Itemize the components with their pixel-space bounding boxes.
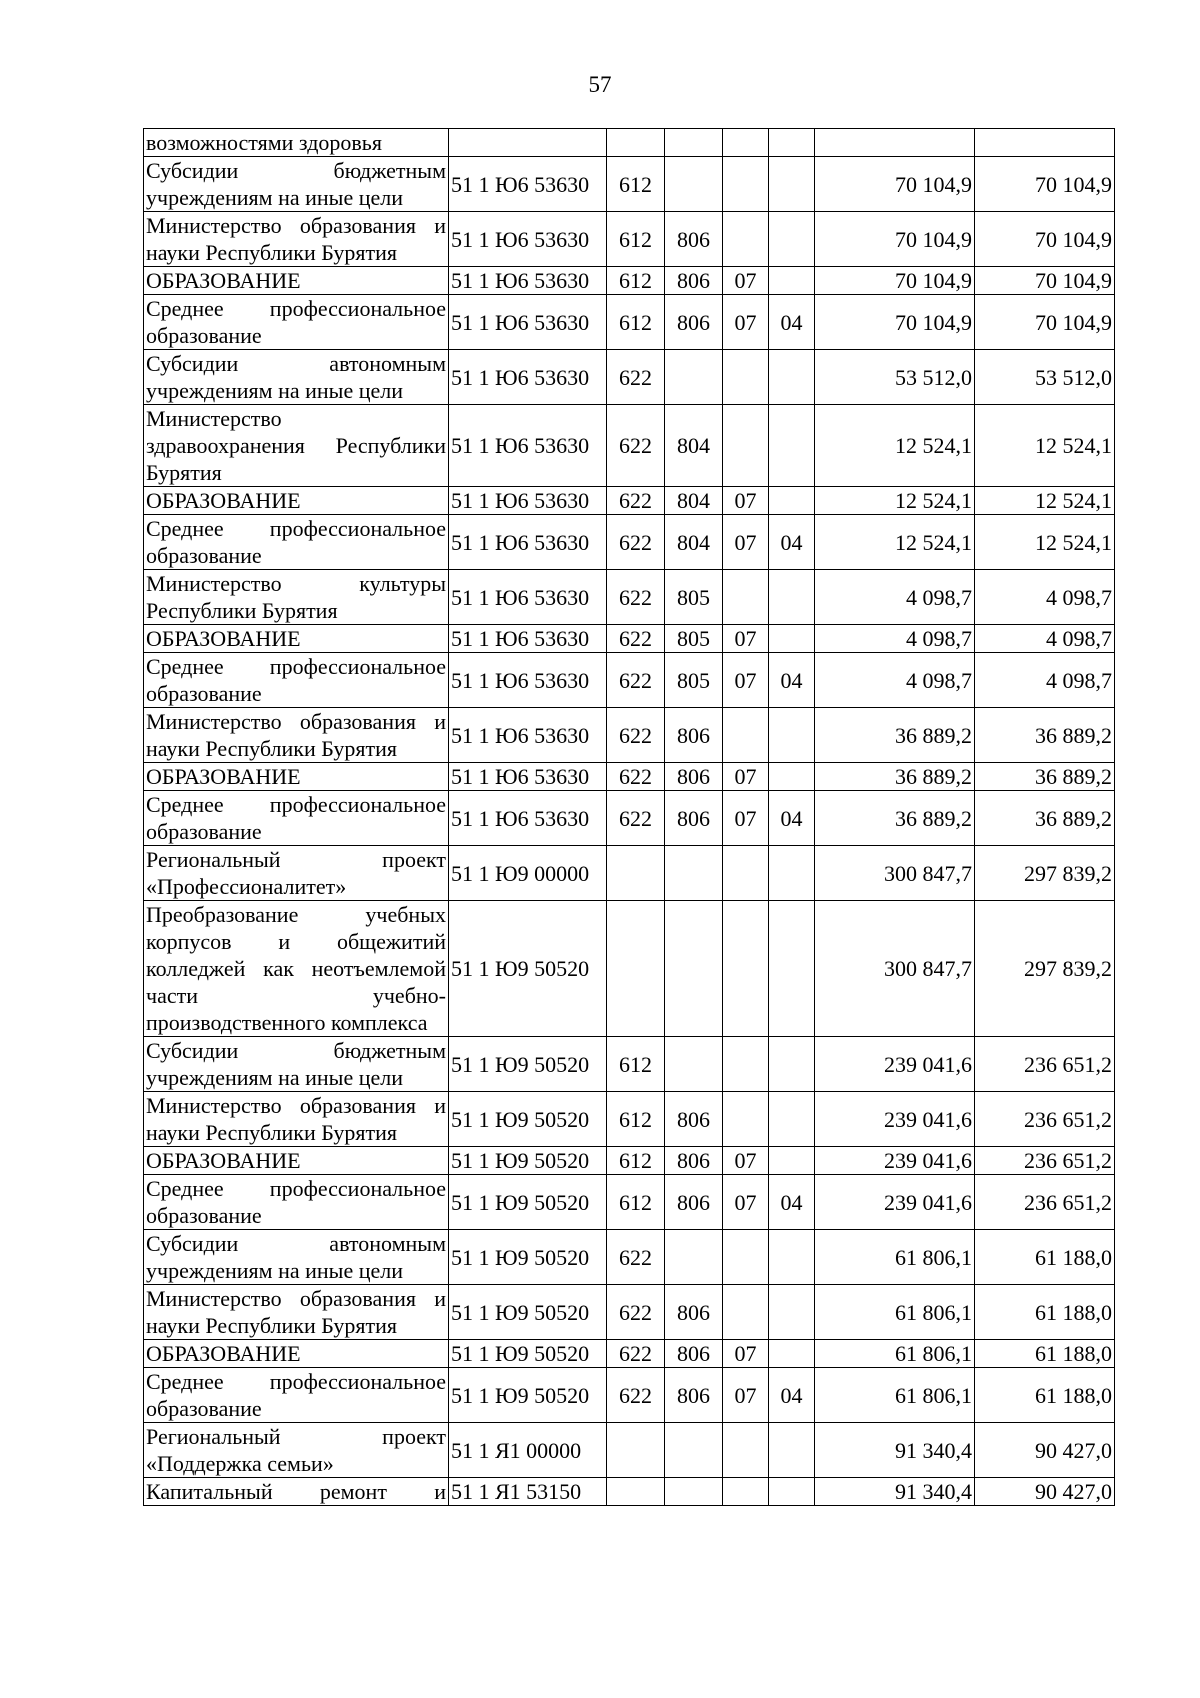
row-vr-cell: 622 bbox=[607, 653, 665, 708]
row-sum-2024-cell: 70 104,9 bbox=[815, 157, 975, 212]
row-grbs-cell: 806 bbox=[665, 1175, 723, 1230]
row-vr-cell: 612 bbox=[607, 295, 665, 350]
row-pr-cell bbox=[769, 570, 815, 625]
table-row bbox=[144, 267, 1115, 295]
row-pr-cell: 04 bbox=[769, 1175, 815, 1230]
table-row bbox=[144, 129, 1115, 157]
row-name-cell: Субсидии автономным учреждениям на иные цели bbox=[144, 350, 449, 405]
row-pr-cell bbox=[769, 129, 815, 157]
table-row bbox=[144, 1423, 1115, 1478]
row-name-cell: ОБРАЗОВАНИЕ bbox=[144, 763, 449, 791]
row-vr-cell: 622 bbox=[607, 570, 665, 625]
row-sum-2025-cell: 36 889,2 bbox=[975, 708, 1115, 763]
row-sum-2024-cell: 4 098,7 bbox=[815, 570, 975, 625]
row-sum-2025-cell: 12 524,1 bbox=[975, 515, 1115, 570]
table-row bbox=[144, 1037, 1115, 1092]
row-grbs-cell: 806 bbox=[665, 1092, 723, 1147]
row-code-cell: 51 1 Ю9 50520 bbox=[449, 1175, 607, 1230]
row-name-cell: Министерство культуры Республики Бурятия bbox=[144, 570, 449, 625]
row-name-cell: Министерство здравоохранения Республики Бурятия bbox=[144, 405, 449, 487]
row-grbs-cell bbox=[665, 157, 723, 212]
row-vr-cell: 612 bbox=[607, 1092, 665, 1147]
row-code-cell: 51 1 Ю6 53630 bbox=[449, 625, 607, 653]
table-row bbox=[144, 212, 1115, 267]
row-sum-2024-cell: 12 524,1 bbox=[815, 405, 975, 487]
row-pr-cell: 04 bbox=[769, 515, 815, 570]
row-vr-cell bbox=[607, 1478, 665, 1506]
row-rz-cell: 07 bbox=[723, 1175, 769, 1230]
table-row bbox=[144, 625, 1115, 653]
row-vr-cell bbox=[607, 901, 665, 1037]
row-grbs-cell: 806 bbox=[665, 295, 723, 350]
row-sum-2025-cell: 61 188,0 bbox=[975, 1230, 1115, 1285]
row-name-cell: Региональный проект «Профессионалитет» bbox=[144, 846, 449, 901]
table-row bbox=[144, 846, 1115, 901]
row-name-cell: Среднее профессиональное образование bbox=[144, 515, 449, 570]
row-code-cell: 51 1 Ю6 53630 bbox=[449, 653, 607, 708]
row-pr-cell bbox=[769, 1285, 815, 1340]
table-row bbox=[144, 1368, 1115, 1423]
table-row bbox=[144, 901, 1115, 1037]
row-sum-2024-cell: 239 041,6 bbox=[815, 1147, 975, 1175]
row-grbs-cell bbox=[665, 350, 723, 405]
row-rz-cell: 07 bbox=[723, 1340, 769, 1368]
row-sum-2025-cell: 236 651,2 bbox=[975, 1092, 1115, 1147]
row-rz-cell bbox=[723, 1037, 769, 1092]
row-code-cell: 51 1 Ю9 00000 bbox=[449, 846, 607, 901]
table-row bbox=[144, 157, 1115, 212]
row-pr-cell bbox=[769, 267, 815, 295]
row-rz-cell bbox=[723, 1478, 769, 1506]
row-sum-2024-cell: 70 104,9 bbox=[815, 295, 975, 350]
row-vr-cell: 622 bbox=[607, 350, 665, 405]
row-rz-cell bbox=[723, 1423, 769, 1478]
row-code-cell: 51 1 Ю6 53630 bbox=[449, 791, 607, 846]
row-grbs-cell bbox=[665, 1230, 723, 1285]
row-pr-cell bbox=[769, 763, 815, 791]
row-grbs-cell: 806 bbox=[665, 1368, 723, 1423]
row-code-cell: 51 1 Ю9 50520 bbox=[449, 1230, 607, 1285]
row-rz-cell bbox=[723, 846, 769, 901]
row-vr-cell: 612 bbox=[607, 212, 665, 267]
row-vr-cell: 622 bbox=[607, 791, 665, 846]
row-code-cell: 51 1 Ю6 53630 bbox=[449, 570, 607, 625]
row-code-cell bbox=[449, 129, 607, 157]
row-pr-cell bbox=[769, 625, 815, 653]
row-name-cell: ОБРАЗОВАНИЕ bbox=[144, 487, 449, 515]
row-rz-cell bbox=[723, 350, 769, 405]
row-code-cell: 51 1 Ю9 50520 bbox=[449, 1037, 607, 1092]
row-name-cell: возможностями здоровья bbox=[144, 129, 449, 157]
table-row bbox=[144, 1478, 1115, 1506]
row-grbs-cell bbox=[665, 1478, 723, 1506]
row-code-cell: 51 1 Ю6 53630 bbox=[449, 267, 607, 295]
table-row bbox=[144, 487, 1115, 515]
row-pr-cell bbox=[769, 405, 815, 487]
row-grbs-cell: 806 bbox=[665, 267, 723, 295]
row-sum-2024-cell: 61 806,1 bbox=[815, 1285, 975, 1340]
page-number: 57 bbox=[588, 72, 612, 97]
row-name-cell: Среднее профессиональное образование bbox=[144, 1368, 449, 1423]
row-grbs-cell: 804 bbox=[665, 515, 723, 570]
row-sum-2024-cell bbox=[815, 129, 975, 157]
row-grbs-cell: 806 bbox=[665, 763, 723, 791]
row-name-cell: Региональный проект «Поддержка семьи» bbox=[144, 1423, 449, 1478]
row-sum-2025-cell: 4 098,7 bbox=[975, 653, 1115, 708]
row-rz-cell: 07 bbox=[723, 791, 769, 846]
row-grbs-cell bbox=[665, 846, 723, 901]
row-sum-2025-cell: 236 651,2 bbox=[975, 1037, 1115, 1092]
table-row bbox=[144, 570, 1115, 625]
row-pr-cell bbox=[769, 708, 815, 763]
row-code-cell: 51 1 Ю9 50520 bbox=[449, 1092, 607, 1147]
row-name-cell: Среднее профессиональное образование bbox=[144, 791, 449, 846]
row-rz-cell bbox=[723, 157, 769, 212]
row-sum-2024-cell: 300 847,7 bbox=[815, 901, 975, 1037]
row-vr-cell: 622 bbox=[607, 1230, 665, 1285]
row-name-cell: Среднее профессиональное образование bbox=[144, 295, 449, 350]
row-rz-cell bbox=[723, 212, 769, 267]
row-name-cell: ОБРАЗОВАНИЕ bbox=[144, 625, 449, 653]
row-vr-cell: 612 bbox=[607, 1175, 665, 1230]
row-vr-cell: 622 bbox=[607, 487, 665, 515]
row-sum-2024-cell: 91 340,4 bbox=[815, 1423, 975, 1478]
row-sum-2025-cell: 61 188,0 bbox=[975, 1340, 1115, 1368]
row-rz-cell: 07 bbox=[723, 487, 769, 515]
row-vr-cell: 622 bbox=[607, 405, 665, 487]
row-sum-2024-cell: 61 806,1 bbox=[815, 1230, 975, 1285]
row-vr-cell: 622 bbox=[607, 708, 665, 763]
row-sum-2025-cell: 70 104,9 bbox=[975, 267, 1115, 295]
table-row bbox=[144, 1175, 1115, 1230]
row-pr-cell bbox=[769, 901, 815, 1037]
table-row bbox=[144, 1285, 1115, 1340]
row-code-cell: 51 1 Ю9 50520 bbox=[449, 901, 607, 1037]
row-name-cell: Субсидии бюджетным учреждениям на иные цели bbox=[144, 1037, 449, 1092]
row-vr-cell: 622 bbox=[607, 515, 665, 570]
row-grbs-cell: 806 bbox=[665, 1147, 723, 1175]
row-code-cell: 51 1 Я1 00000 bbox=[449, 1423, 607, 1478]
row-sum-2024-cell: 4 098,7 bbox=[815, 625, 975, 653]
row-grbs-cell: 805 bbox=[665, 625, 723, 653]
table-row bbox=[144, 708, 1115, 763]
row-pr-cell bbox=[769, 1037, 815, 1092]
row-sum-2024-cell: 300 847,7 bbox=[815, 846, 975, 901]
row-sum-2025-cell: 236 651,2 bbox=[975, 1147, 1115, 1175]
row-vr-cell: 622 bbox=[607, 625, 665, 653]
row-code-cell: 51 1 Ю6 53630 bbox=[449, 350, 607, 405]
row-sum-2024-cell: 239 041,6 bbox=[815, 1092, 975, 1147]
row-rz-cell: 07 bbox=[723, 653, 769, 708]
row-pr-cell bbox=[769, 157, 815, 212]
row-pr-cell bbox=[769, 1092, 815, 1147]
row-vr-cell bbox=[607, 1423, 665, 1478]
row-code-cell: 51 1 Ю9 50520 bbox=[449, 1147, 607, 1175]
row-sum-2024-cell: 239 041,6 bbox=[815, 1175, 975, 1230]
row-sum-2025-cell: 4 098,7 bbox=[975, 570, 1115, 625]
row-rz-cell bbox=[723, 1092, 769, 1147]
row-pr-cell bbox=[769, 1230, 815, 1285]
table-row bbox=[144, 1092, 1115, 1147]
row-name-cell: Министерство образования и науки Республики Бурятия bbox=[144, 212, 449, 267]
table-row bbox=[144, 1147, 1115, 1175]
row-rz-cell: 07 bbox=[723, 763, 769, 791]
row-rz-cell: 07 bbox=[723, 1368, 769, 1423]
row-vr-cell bbox=[607, 846, 665, 901]
row-sum-2024-cell: 91 340,4 bbox=[815, 1478, 975, 1506]
row-rz-cell bbox=[723, 901, 769, 1037]
row-sum-2025-cell: 90 427,0 bbox=[975, 1423, 1115, 1478]
row-pr-cell bbox=[769, 1423, 815, 1478]
row-sum-2024-cell: 61 806,1 bbox=[815, 1340, 975, 1368]
row-code-cell: 51 1 Ю6 53630 bbox=[449, 487, 607, 515]
row-sum-2025-cell: 36 889,2 bbox=[975, 763, 1115, 791]
row-sum-2025-cell: 70 104,9 bbox=[975, 157, 1115, 212]
table-row bbox=[144, 350, 1115, 405]
row-code-cell: 51 1 Ю6 53630 bbox=[449, 763, 607, 791]
row-rz-cell: 07 bbox=[723, 295, 769, 350]
row-sum-2024-cell: 36 889,2 bbox=[815, 763, 975, 791]
row-pr-cell bbox=[769, 487, 815, 515]
row-pr-cell bbox=[769, 1478, 815, 1506]
row-rz-cell: 07 bbox=[723, 1147, 769, 1175]
table-row bbox=[144, 653, 1115, 708]
row-code-cell: 51 1 Ю6 53630 bbox=[449, 405, 607, 487]
row-pr-cell: 04 bbox=[769, 295, 815, 350]
row-grbs-cell: 804 bbox=[665, 487, 723, 515]
row-code-cell: 51 1 Ю9 50520 bbox=[449, 1340, 607, 1368]
row-sum-2024-cell: 36 889,2 bbox=[815, 791, 975, 846]
row-rz-cell bbox=[723, 1285, 769, 1340]
row-sum-2025-cell: 61 188,0 bbox=[975, 1368, 1115, 1423]
row-vr-cell: 622 bbox=[607, 763, 665, 791]
row-grbs-cell bbox=[665, 1037, 723, 1092]
row-name-cell: Министерство образования и науки Республики Бурятия bbox=[144, 1092, 449, 1147]
row-sum-2024-cell: 239 041,6 bbox=[815, 1037, 975, 1092]
row-name-cell: Субсидии бюджетным учреждениям на иные цели bbox=[144, 157, 449, 212]
row-sum-2025-cell: 4 098,7 bbox=[975, 625, 1115, 653]
row-code-cell: 51 1 Ю6 53630 bbox=[449, 295, 607, 350]
row-sum-2025-cell: 36 889,2 bbox=[975, 791, 1115, 846]
table-row bbox=[144, 763, 1115, 791]
table-row bbox=[144, 405, 1115, 487]
row-pr-cell bbox=[769, 1340, 815, 1368]
row-vr-cell: 612 bbox=[607, 267, 665, 295]
row-sum-2024-cell: 36 889,2 bbox=[815, 708, 975, 763]
row-sum-2024-cell: 61 806,1 bbox=[815, 1368, 975, 1423]
row-sum-2025-cell: 70 104,9 bbox=[975, 212, 1115, 267]
row-sum-2025-cell: 297 839,2 bbox=[975, 901, 1115, 1037]
row-pr-cell bbox=[769, 212, 815, 267]
table-body bbox=[144, 129, 1115, 1506]
row-name-cell: Преобразование учебных корпусов и общежитий колледжей как неотъемлемой части учебно-производственного комплекса bbox=[144, 901, 449, 1037]
row-sum-2025-cell: 90 427,0 bbox=[975, 1478, 1115, 1506]
row-code-cell: 51 1 Ю6 53630 bbox=[449, 212, 607, 267]
row-grbs-cell: 806 bbox=[665, 212, 723, 267]
row-sum-2025-cell: 236 651,2 bbox=[975, 1175, 1115, 1230]
row-name-cell: Капитальный ремонт и bbox=[144, 1478, 449, 1506]
row-name-cell: ОБРАЗОВАНИЕ bbox=[144, 1340, 449, 1368]
row-sum-2025-cell: 70 104,9 bbox=[975, 295, 1115, 350]
row-sum-2025-cell bbox=[975, 129, 1115, 157]
row-code-cell: 51 1 Я1 53150 bbox=[449, 1478, 607, 1506]
row-pr-cell bbox=[769, 1147, 815, 1175]
row-grbs-cell: 806 bbox=[665, 1340, 723, 1368]
row-name-cell: Среднее профессиональное образование bbox=[144, 1175, 449, 1230]
row-rz-cell: 07 bbox=[723, 625, 769, 653]
row-sum-2025-cell: 12 524,1 bbox=[975, 487, 1115, 515]
row-sum-2025-cell: 53 512,0 bbox=[975, 350, 1115, 405]
row-pr-cell: 04 bbox=[769, 1368, 815, 1423]
table-row bbox=[144, 1340, 1115, 1368]
row-rz-cell bbox=[723, 1230, 769, 1285]
table-row bbox=[144, 515, 1115, 570]
row-name-cell: ОБРАЗОВАНИЕ bbox=[144, 1147, 449, 1175]
row-code-cell: 51 1 Ю6 53630 bbox=[449, 157, 607, 212]
row-pr-cell bbox=[769, 350, 815, 405]
row-pr-cell bbox=[769, 846, 815, 901]
row-grbs-cell: 804 bbox=[665, 405, 723, 487]
row-grbs-cell: 805 bbox=[665, 570, 723, 625]
row-sum-2024-cell: 70 104,9 bbox=[815, 267, 975, 295]
row-sum-2025-cell: 12 524,1 bbox=[975, 405, 1115, 487]
row-sum-2025-cell: 61 188,0 bbox=[975, 1285, 1115, 1340]
row-pr-cell: 04 bbox=[769, 791, 815, 846]
row-sum-2024-cell: 53 512,0 bbox=[815, 350, 975, 405]
row-vr-cell: 622 bbox=[607, 1285, 665, 1340]
row-name-cell: Министерство образования и науки Республики Бурятия bbox=[144, 708, 449, 763]
table-row bbox=[144, 1230, 1115, 1285]
row-name-cell: Министерство образования и науки Республики Бурятия bbox=[144, 1285, 449, 1340]
row-sum-2024-cell: 12 524,1 bbox=[815, 487, 975, 515]
row-grbs-cell: 805 bbox=[665, 653, 723, 708]
row-vr-cell: 622 bbox=[607, 1368, 665, 1423]
row-grbs-cell bbox=[665, 1423, 723, 1478]
row-sum-2025-cell: 297 839,2 bbox=[975, 846, 1115, 901]
row-code-cell: 51 1 Ю6 53630 bbox=[449, 515, 607, 570]
row-code-cell: 51 1 Ю6 53630 bbox=[449, 708, 607, 763]
row-name-cell: Субсидии автономным учреждениям на иные цели bbox=[144, 1230, 449, 1285]
row-vr-cell bbox=[607, 129, 665, 157]
row-vr-cell: 622 bbox=[607, 1340, 665, 1368]
row-grbs-cell bbox=[665, 129, 723, 157]
row-pr-cell: 04 bbox=[769, 653, 815, 708]
budget-table bbox=[143, 128, 1115, 1506]
row-grbs-cell: 806 bbox=[665, 708, 723, 763]
table-row bbox=[144, 791, 1115, 846]
row-vr-cell: 612 bbox=[607, 1037, 665, 1092]
row-sum-2024-cell: 70 104,9 bbox=[815, 212, 975, 267]
row-rz-cell bbox=[723, 708, 769, 763]
row-code-cell: 51 1 Ю9 50520 bbox=[449, 1285, 607, 1340]
row-sum-2024-cell: 4 098,7 bbox=[815, 653, 975, 708]
row-grbs-cell: 806 bbox=[665, 791, 723, 846]
row-vr-cell: 612 bbox=[607, 1147, 665, 1175]
row-rz-cell bbox=[723, 570, 769, 625]
row-rz-cell bbox=[723, 405, 769, 487]
row-vr-cell: 612 bbox=[607, 157, 665, 212]
row-code-cell: 51 1 Ю9 50520 bbox=[449, 1368, 607, 1423]
table-row bbox=[144, 295, 1115, 350]
row-sum-2024-cell: 12 524,1 bbox=[815, 515, 975, 570]
row-name-cell: ОБРАЗОВАНИЕ bbox=[144, 267, 449, 295]
row-rz-cell: 07 bbox=[723, 515, 769, 570]
row-grbs-cell: 806 bbox=[665, 1285, 723, 1340]
row-rz-cell: 07 bbox=[723, 267, 769, 295]
row-rz-cell bbox=[723, 129, 769, 157]
row-grbs-cell bbox=[665, 901, 723, 1037]
row-name-cell: Среднее профессиональное образование bbox=[144, 653, 449, 708]
